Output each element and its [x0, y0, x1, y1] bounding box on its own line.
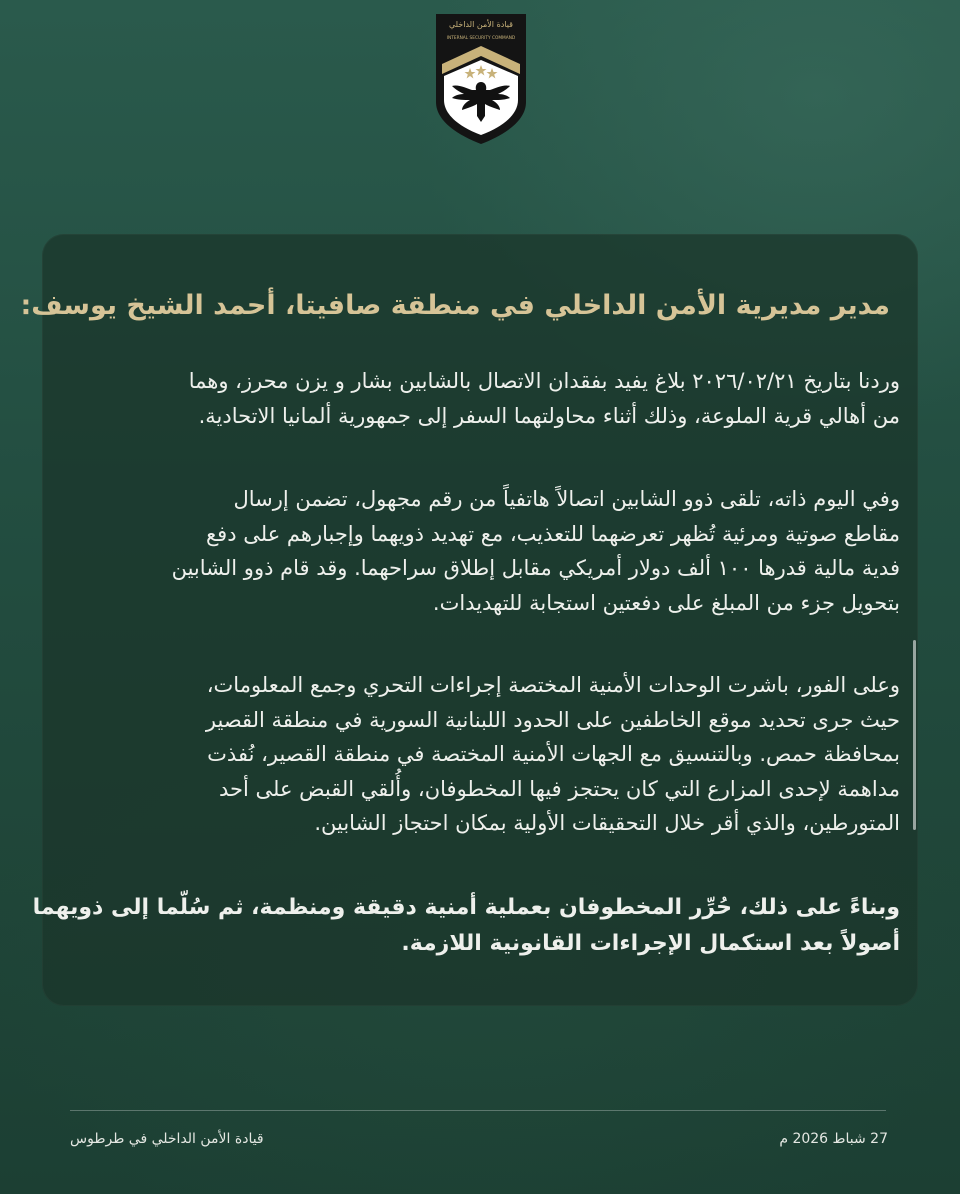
footer-date: 27 شباط 2026 م	[779, 1131, 888, 1147]
paragraph-release	[32, 890, 900, 962]
paragraph-report	[60, 364, 900, 433]
statement-headline: مدير مديرية الأمن الداخلي في منطقة صافيتا، أحمد الشيخ يوسف:	[20, 290, 890, 321]
paragraph-line: مقاطع صوتية ومرئية تُظهر تعرضهما للتعذيب، مع تهديد ذويهما وإجبارهم على دفع	[206, 521, 900, 546]
paragraph-line: وردنا بتاريخ ٢٠٢٦/٠٢/٢١ بلاغ يفيد بفقدان الاتصال بالشابين بشار و يزن محرز، وهما	[188, 369, 900, 393]
paragraph-investigation	[60, 668, 900, 841]
scrollbar[interactable]	[913, 640, 916, 830]
paragraph-line: مداهمة لإحدى المزارع التي كان يحتجز فيها المخطوفان، وأُلقي القبض على أحد	[218, 776, 900, 801]
eagle-shield-icon	[432, 10, 530, 146]
paragraph-line: حيث جرى تحديد موقع الخاطفين على الحدود اللبنانية السورية في منطقة القصير	[205, 707, 900, 732]
paragraph-line: فدية مالية قدرها ١٠٠ ألف دولار أمريكي مقابل إطلاق سراحهما. وقد قام ذوو الشابين	[171, 556, 900, 580]
internal-security-logo	[432, 10, 530, 146]
paragraph-line: بمحافظة حمص. وبالتنسيق مع الجهات الأمنية المختصة في منطقة القصير، نُفذت	[207, 742, 900, 766]
logo-english-text: INTERNAL SECURITY COMMAND	[446, 36, 516, 41]
paragraph-line: وبناءً على ذلك، حُرِّر المخطوفان بعملية أمنية دقيقة ومنظمة، ثم سُلّما إلى ذويهما	[32, 895, 900, 920]
paragraph-line: بتحويل جزء من المبلغ على دفعتين استجابة للتهديدات.	[432, 590, 900, 615]
paragraph-line: وفي اليوم ذاته، تلقى ذوو الشابين اتصالاً هاتفياً من رقم مجهول، تضمن إرسال	[233, 487, 900, 511]
logo-arabic-text: قيادة الأمن الداخلي	[448, 20, 514, 29]
footer-source: قيادة الأمن الداخلي في طرطوس	[70, 1131, 264, 1147]
paragraph-line: المتورطين، والذي أقر خلال التحقيقات الأولية بمكان احتجاز الشابين.	[314, 811, 900, 835]
footer-divider	[70, 1110, 886, 1111]
paragraph-line: من أهالي قرية الملوعة، وذلك أثناء محاولتهما السفر إلى جمهورية ألمانيا الاتحادية.	[198, 403, 900, 428]
paragraph-ransom	[60, 482, 900, 620]
paragraph-line: أصولاً بعد استكمال الإجراءات القانونية اللازمة.	[401, 931, 900, 956]
paragraph-line: وعلى الفور، باشرت الوحدات الأمنية المختصة إجراءات التحري وجمع المعلومات،	[206, 673, 900, 697]
